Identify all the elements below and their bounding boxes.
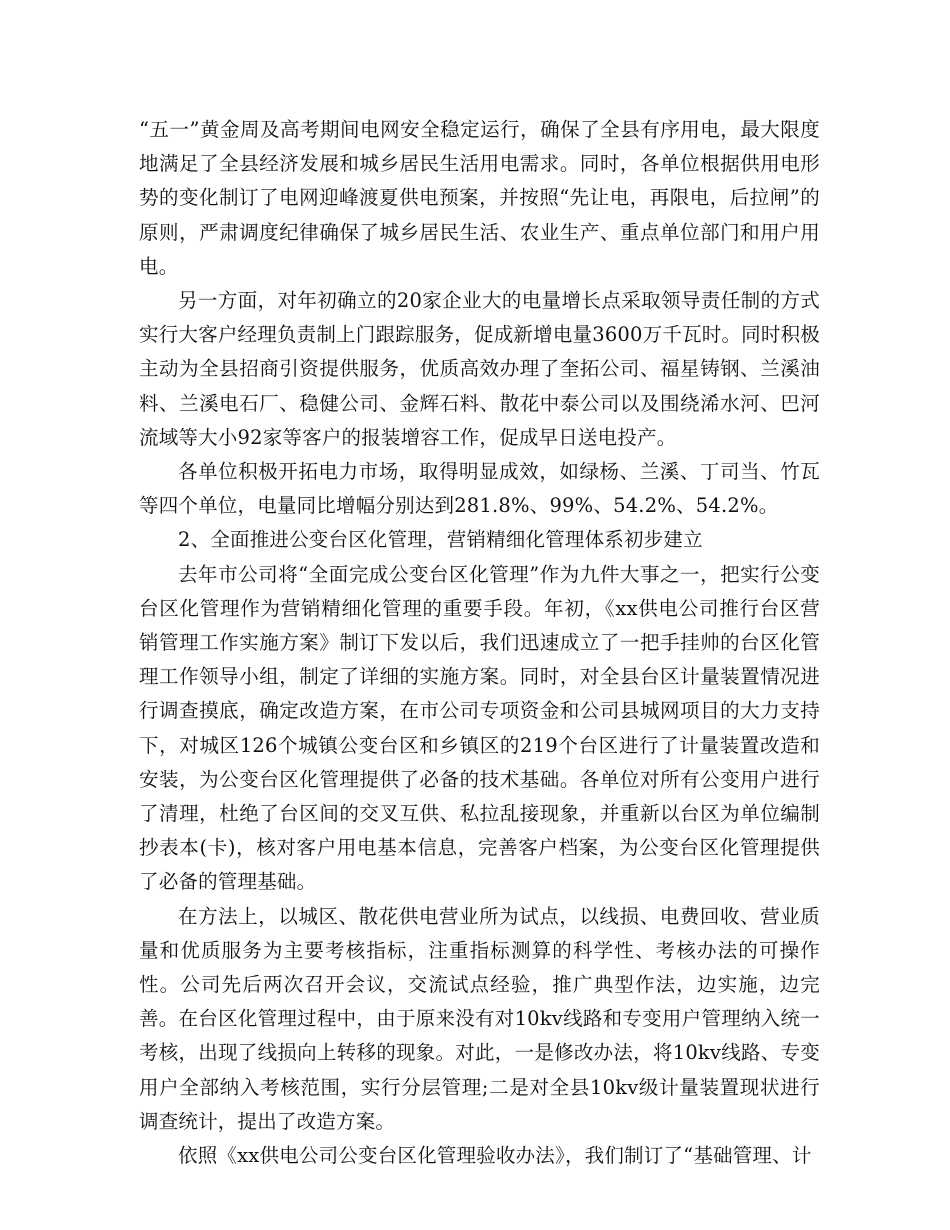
section-heading: 2、全面推进公变台区化管理，营销精细化管理体系初步建立 bbox=[178, 528, 703, 552]
paragraph-major-customers: 另一方面，对年初确立的20家企业大的电量增长点采取领导责任制的方式实行大客户经理负责制上门跟踪服务，促成新增电量3600万千瓦时。同时积极主动为全县招商引资提供服务，优质高效办理了奎拓公司、福星铸钢、兰溪油料、兰溪电石厂、稳健公司、金辉石料、散花中泰公司以及围绕浠水河、巴河流域等大小92家等客户的报装增容工作，促成早日送电投产。 bbox=[139, 289, 820, 449]
paragraph-acceptance: 依照《xx供电公司公变台区化管理验收办法》，我们制订了“基础管理、计 bbox=[178, 1144, 812, 1168]
paragraph-continuation: “五一”黄金周及高考期间电网安全稳定运行，确保了全县有序用电，最大限度地满足了全县经济发展和城乡居民生活用电需求。同时，各单位根据供用电形势的变化制订了电网迎峰渡夏供电预案，并按照“先让电，再限电，后拉闸”的原则，严肃调度纪律确保了城乡居民生活、农业生产、重点单位部门和用户用电。 bbox=[139, 118, 820, 278]
paragraph-market-growth: 各单位积极开拓电力市场，取得明显成效，如绿杨、兰溪、丁司当、竹瓦等四个单位，电量同比增幅分别达到281.8%、99%、54.2%、54.2%。 bbox=[139, 460, 820, 518]
paragraph-methods: 在方法上，以城区、散花供电营业所为试点，以线损、电费回收、营业质量和优质服务为主要考核指标，注重指标测算的科学性、考核办法的可操作性。公司先后两次召开会议，交流试点经验，推广典型作法，边实施，边完善。在台区化管理过程中，由于原来没有对10kv线路和专变用户管理纳入统一考核，出现了线损向上转移的现象。对此，一是修改办法，将10kv线路、专变用户全部纳入考核范围，实行分层管理;二是对全县10kv级计量装置现状进行调查统计，提出了改造方案。 bbox=[139, 904, 820, 1133]
paragraph-area-management: 去年市公司将“全面完成公变台区化管理”作为九件大事之一，把实行公变台区化管理作为营销精细化管理的重要手段。年初，《xx供电公司推行台区营销管理工作实施方案》制订下发以后，我们迅速成立了一把手挂帅的台区化管理工作领导小组，制定了详细的实施方案。同时，对全县台区计量装置情况进行调查摸底，确定改造方案，在市公司专项资金和公司县城网项目的大力支持下，对城区126个城镇公变台区和乡镇区的219个台区进行了计量装置改造和安装，为公变台区化管理提供了必备的技术基础。各单位对所有公变用户进行了清理，杜绝了台区间的交叉互供、私拉乱接现象，并重新以台区为单位编制抄表本(卡)，核对客户用电基本信息，完善客户档案，为公变台区化管理提供了必备的管理基础。 bbox=[139, 562, 820, 894]
